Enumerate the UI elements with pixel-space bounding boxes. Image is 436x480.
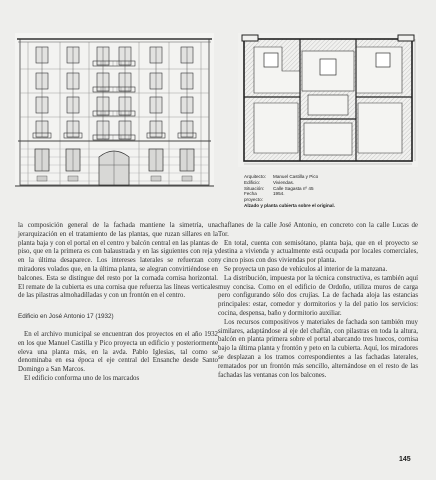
drawing-caption [244, 174, 424, 209]
caption-label: Situación: [244, 185, 265, 191]
body-paragraph: El edificio conforma uno de los marcados [24, 374, 140, 382]
body-paragraph: La distribución, impuesta por la técnica constructiva, es también aquí muy concisa. Como en el edificio de Ordoño, utiliza muros de carga pero configurando sólo dos crujías. La de fachada aloja las estancias principales: estar, comedor y dormitorios y la del patio los servicios: cocina, despensa, baño y dormitorio auxiliar. [218, 274, 418, 317]
roof-plan-svg [238, 33, 418, 167]
caption-value: 1954. [273, 191, 285, 197]
body-paragraph: En total, cuenta con semisótano, planta baja, que en el proyecto se destina a vivienda y actualmente está ocupada por locales comerciales, y cinco pisos con dos viviendas por planta. [218, 239, 418, 265]
caption-label: Fecha proyecto: [244, 191, 263, 203]
section-subheading: Edificio en José Antonio 17 (1932) [18, 313, 114, 321]
body-paragraph: la composición general de la fachada mantiene la simetría, una jerarquización en el tratamiento de las plantas, que ruzan sillares en la planta baja y con el portal en el centro y balcón central en las plantas de piso, que en la primera es con balaustrada y en las siguientes con reja y en la última desaparece. Los intereses laterales se refuerzan con miradores volados que, en la última planta, se alegran convirtiéndose en balcones. Esta se distingue del resto por la cornada cornisa horizontal. El remate de la cubierta es una cornisa que refuerza las líneas verticales de las pilastras almohadilladas y con un frontón en el centro. [18, 222, 218, 300]
text-column-left [18, 222, 218, 384]
text-column-right [218, 222, 418, 380]
caption-label: Edificio: [244, 179, 261, 185]
body-paragraph: Se proyecta un paso de vehículos al interior de la manzana. [224, 265, 388, 273]
caption-value: Manuel Castilla y Pico [273, 174, 319, 179]
caption-row-date [244, 191, 424, 203]
page-number: 145 [399, 456, 411, 463]
caption-value: Calle Sagasta nº 45 [273, 185, 314, 191]
caption-label: Arquitecto: [244, 174, 266, 179]
facade-elevation-drawing [15, 33, 214, 187]
body-paragraph: chaflanes de la calle José Antonio, en concreto con la calle Lucas de Tor. [218, 222, 418, 238]
body-paragraph: Los recursos compositivos y materiales de fachada son también muy similares, adaptándose al eje del chaflán, con pilastras en toda la altura, balcón en planta primera sobre el portal abarcando tres huecos, cornisa bajo la última planta y frontón y peto en la cubierta. Aquí, los miradores se desplazan a los tramos correspondientes a las fachadas laterales, rematados por un frontón más sencillo, alternándose en el resto de las fachadas las ventanas con los balcones. [218, 318, 418, 379]
caption-value: Viviendas. [273, 179, 295, 185]
caption-description: Alzado y planta cubierta sobre el original. [244, 202, 335, 208]
roof-plan-drawing [238, 33, 418, 167]
facade-elevation-svg [15, 33, 214, 187]
body-paragraph: En el archivo municipal se encuentran dos proyectos en el año 1932 en los que Manuel Castilla y Pico proyecta un edificio y posteriormente eleva una planta más, en la avda. Pablo Iglesias, tal como se denominaba en esa época el eje central del Ensanche desde Santo Domingo a San Marcos. [18, 330, 218, 374]
